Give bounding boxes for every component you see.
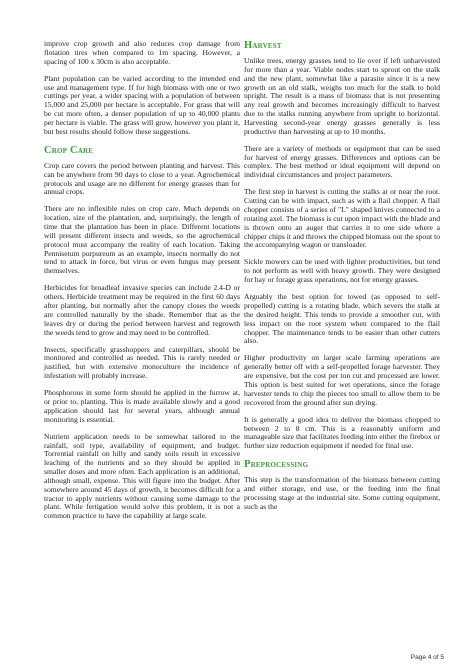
- paragraph-cutting-first-step: The first step in harvest is cutting the stalks at or near the root. Cutting can be with impact, such as with a flail chopper. A flail chopper consists of a series of "L" shaped knives connected to a rotating axel. The biomass is cut upon impact with the blade and is thrown onto an auger that carries it to one side where a chipper chips it and throws the chipped biomass out the spout to the accompanying wagon or transloader.: [244, 187, 440, 250]
- paragraph-rotating-blade: Arguably the best option for towed (as opposed to self-propelled) cutting is a rotating blade, which severs the stalk at the desired height. This tends to provide a smoother cut, with less impact on the root system when compared to the flail chopper. The maintenance tends to be easier than other cutters also.: [244, 292, 440, 346]
- right-column: [244, 40, 440, 529]
- paragraph-forage-harvester: Higher productivity on larger scale farming operations are generally better off with a self-propelled forage harvester. They are expensive, but the cost per ton cut and processed are lower. This option is best suited for wet operations, since the forage harvester tends to chip the pieces too small to allow them to be recovered from the ground after sun drying.: [244, 353, 440, 407]
- page-number: Page 4 of 5: [410, 654, 444, 661]
- two-column-layout: [34, 40, 440, 529]
- paragraph-preprocessing: This step is the transformation of the biomass between cutting and either storage, end use, or the feeding into the final processing stage at the industrial site. Some cutting equipment, such as the: [244, 475, 440, 511]
- left-column: [44, 40, 240, 529]
- paragraph-insects: Insects, specifically grasshoppers and caterpillars, should be monitored and controlled as needed. This is rarely needed or justified, but with extensive monoculture the incidence of infestation will probably increase.: [44, 344, 240, 381]
- heading-crop-care: Crop Care: [44, 144, 94, 156]
- paragraph-sickle-mowers: Sickle mowers can be used with lighter productivities, but tend to not perform as well with heavy growth. They were designed for hay or forage grass operations, not for energy grasses.: [244, 257, 440, 285]
- paragraph-herbicides: Herbicides for broadleaf invasive species can include 2.4-D or others. Herbicide treatment may be required in the first 60 days after planting, but normally after the canopy closes the weeds are controlled naturally by the shade. Remember that as the leaves dry or during the period between harvest and regrowth the weeds tend to grow and may need to be controlled.: [44, 283, 240, 337]
- paragraph-harvest-intro: Unlike trees, energy grasses tend to lie over if left unharvested for more than a year. Viable nodes start to sprout on the stalk and the new plant, somewhat like a parasite since it is a new growth on an old stalk, weighs too much for the stalk to hold upright. The result is a mass of biomass that is not presenting any real growth and becomes increasingly difficult to harvest due to the stalks running anywhere from upright to horizontal. Harvesting second-year energy grasses generally is less productive than harvesting at up to 10 months.: [244, 56, 440, 136]
- heading-preprocessing: Preprocessing: [244, 459, 309, 471]
- paragraph-phosphorous: Phosphorous in some form should be applied in the furrow at, or prior to, planting. This is made available slowly and a good application should last for several years, although annual monitoring is essential.: [44, 388, 240, 424]
- heading-harvest: Harvest: [244, 40, 282, 51]
- paragraph-chop-size: It is generally a good idea to deliver the biomass chopped to between 2 to 8 cm. This is a reasonably uniform and manageable size that facilitates feeding into either the firebox or further size reduction equipment if needed for final use.: [244, 414, 440, 451]
- paragraph-plant-population: Plant population can be varied according to the intended end use and management type. If for high biomass with one or two cuttings per year, a wider spacing with a population of between 15,000 and 25,000 per hectare is acceptable. For grass that will be cut more often, a denser population of up to 40,000 plants per hectare is viable. The grass will grow, however you plant it, but best results should follow these suggestions.: [44, 73, 240, 136]
- paragraph-nutrient-application: Nutrient application needs to be somewhat tailored to the rainfall, soil type, availability of equipment, and budget. Torrential rainfall on hilly and sandy soils result in excessive leaching of the nutrients and so they should be applied in smaller doses and more often. Each application is an additional, although small, expense. This will figure into the budget. After somewhere around 45 days of growth, it becomes difficult for a tractor to apply nutrients without causing some damage to the plant. While fertigation would solve this problem, it is not a common practice to have the capability at large scale.: [44, 431, 240, 521]
- paragraph-crop-care-intro: Crop care covers the period between planting and harvest. This can be anywhere from 90 days to close to a year. Agrochemical protocols and usage are no different for energy grasses than for annual crops.: [44, 160, 240, 197]
- paragraph-harvest-methods: There are a variety of methods or equipment that can be used for harvest of energy grasses. Differences and options can be complex. The best method or ideal equipment will depend on individual circumstances and project parameters.: [244, 143, 440, 180]
- paragraph-spacing: improve crop growth and also reduces crop damage from flotation tires when compared to 1m spacing. However, a spacing of 100 x 30cm is also acceptable.: [44, 39, 240, 66]
- paragraph-no-inflexible-rules: There are no inflexible rules on crop care. Much depends on location, size of the plantation, and, surprisingly, the length of time that the plantation has been in place. Different locations will present different insects and weeds, so the agrochemical protocol must accompany the reality of each location. Taking Pennisetum purpureum as an example, insects normally do not tend to attack in force, but virus or even fungus may present themselves.: [44, 204, 240, 276]
